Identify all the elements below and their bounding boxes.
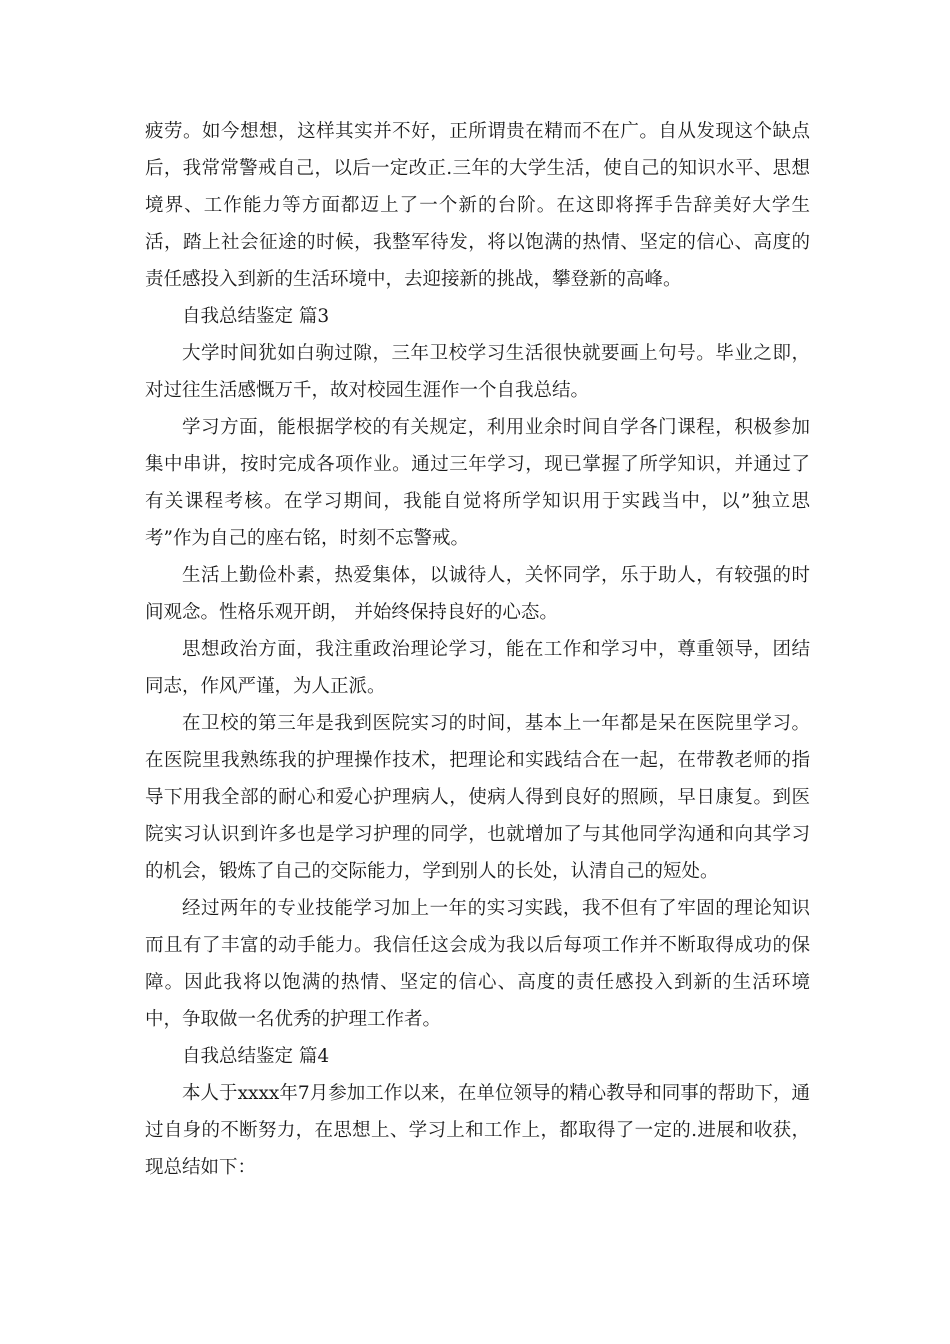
section-heading-4: 自我总结鉴定 篇4 — [182, 1046, 330, 1067]
paragraph: 思想政治方面，我注重政治理论学习，能在工作和学习中，尊重领导，团结同志，作风严谨，为人正派。 — [145, 639, 810, 697]
document-body — [145, 113, 810, 1186]
paragraph: 经过两年的专业技能学习加上一年的实习实践，我不但有了牢固的理论知识而且有了丰富的动手能力。我信任这会成为我以后每项工作并不断取得成功的保障。因此我将以饱满的热情、坚定的信心、高度的责任感投入到新的生活环境中，争取做一名优秀的护理工作者。 — [145, 898, 810, 1030]
paragraph: 生活上勤俭朴素，热爱集体，以诚待人，关怀同学，乐于助人，有较强的时间观念。性格乐观开朗， 并始终保持良好的心态。 — [145, 565, 810, 623]
paragraph: 大学时间犹如白驹过隙，三年卫校学习生活很快就要画上句号。毕业之即，对过往生活感慨万千，故对校园生涯作一个自我总结。 — [145, 343, 810, 401]
paragraph-continued: 疲劳。如今想想，这样其实并不好，正所谓贵在精而不在广。自从发现这个缺点后，我常常警戒自己，以后一定改正.三年的大学生活，使自己的知识水平、思想境界、工作能力等方面都迈上了一个新的台阶。在这即将挥手告辞美好大学生活，踏上社会征途的时候，我整军待发，将以饱满的热情、坚定的信心、高度的责任感投入到新的生活环境中，去迎接新的挑战，攀登新的高峰。 — [145, 121, 810, 290]
paragraph: 本人于xxxx年7月参加工作以来，在单位领导的精心教导和同事的帮助下，通过自身的不断努力，在思想上、学习上和工作上，都取得了一定的.进展和收获，现总结如下： — [145, 1083, 810, 1178]
section-heading-3: 自我总结鉴定 篇3 — [182, 306, 330, 327]
paragraph: 在卫校的第三年是我到医院实习的时间，基本上一年都是呆在医院里学习。在医院里我熟练我的护理操作技术，把理论和实践结合在一起，在带教老师的指导下用我全部的耐心和爱心护理病人，使病人得到良好的照顾，早日康复。到医院实习认识到许多也是学习护理的同学，也就增加了与其他同学沟通和向其学习的机会，锻炼了自己的交际能力，学到别人的长处，认清自己的短处。 — [145, 713, 810, 882]
paragraph: 学习方面，能根据学校的有关规定，利用业余时间自学各门课程，积极参加集中串讲，按时完成各项作业。通过三年学习，现已掌握了所学知识，并通过了有关课程考核。在学习期间，我能自觉将所学知识用于实践当中，以”独立思考”作为自己的座右铭，时刻不忘警戒。 — [145, 417, 810, 549]
